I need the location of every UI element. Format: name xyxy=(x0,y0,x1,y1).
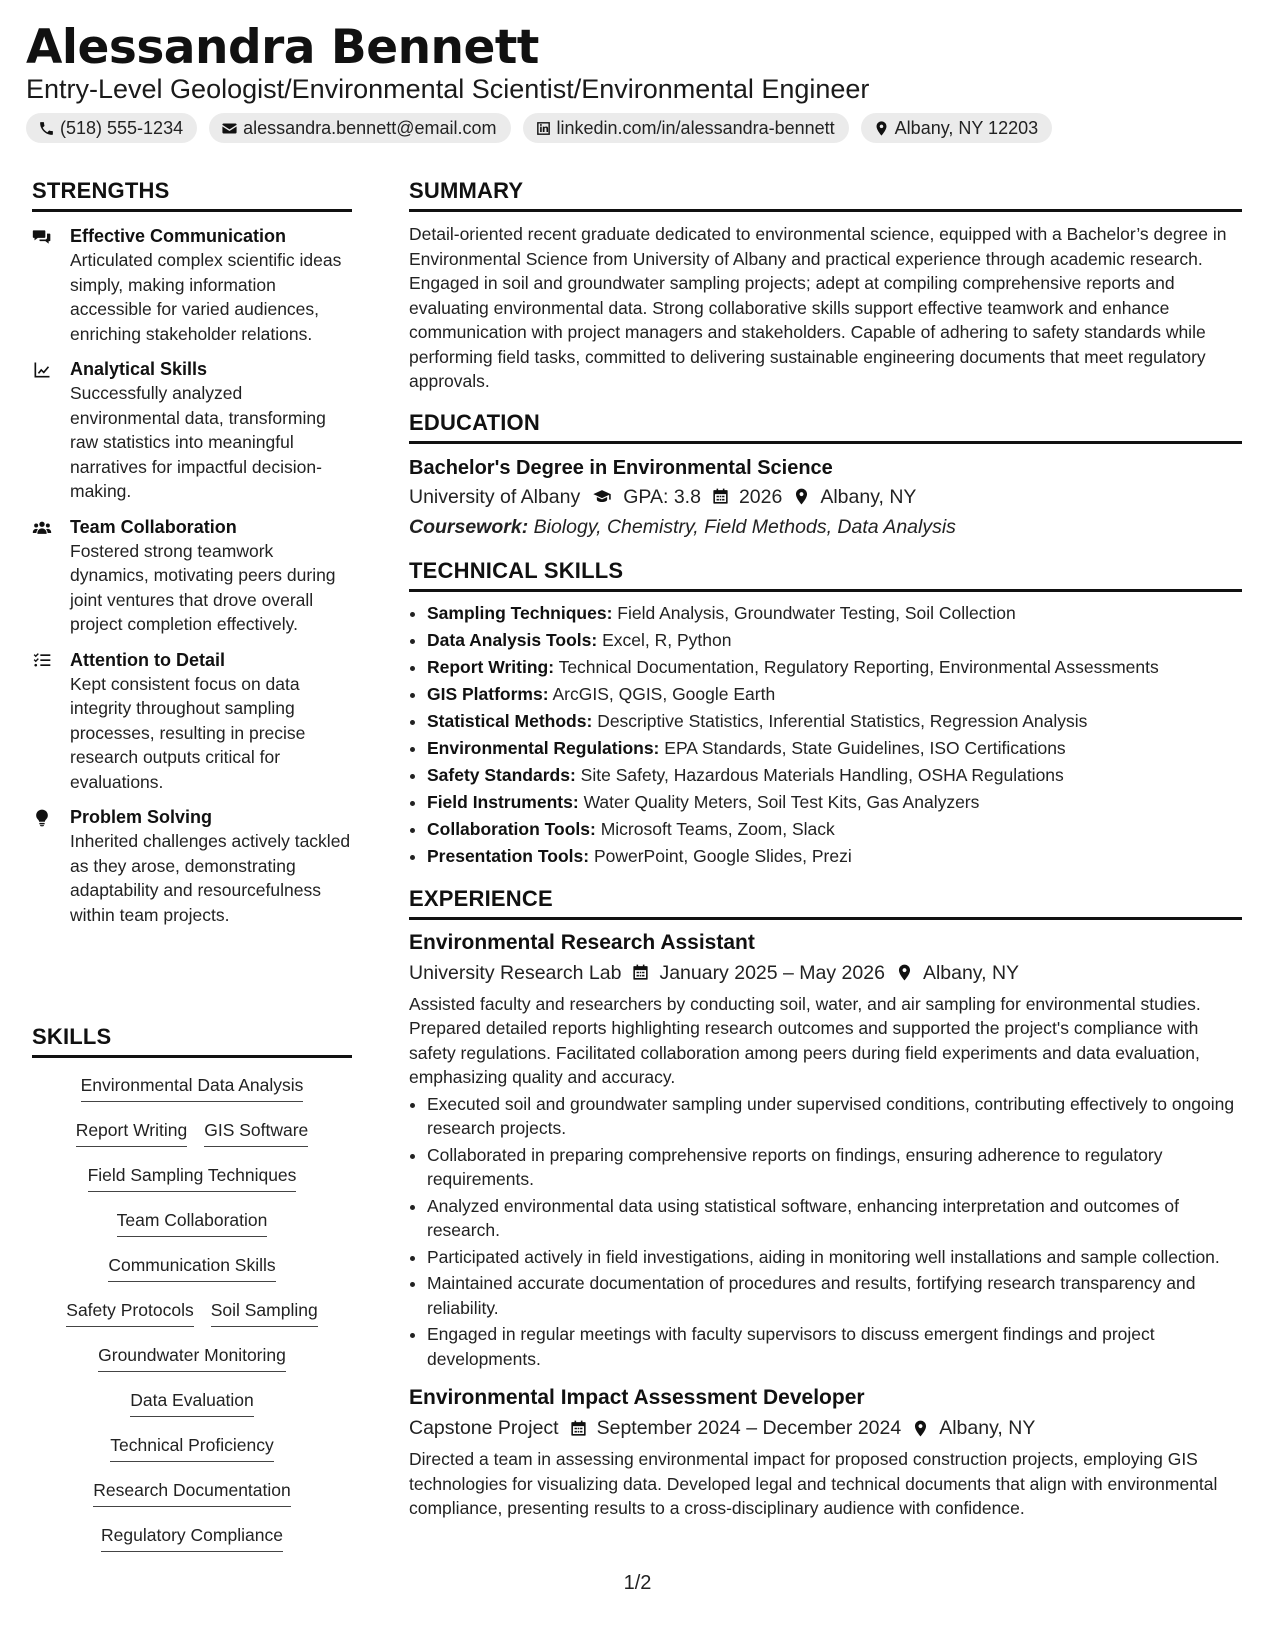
skill-tag: Regulatory Compliance xyxy=(101,1525,283,1552)
strength-item xyxy=(32,648,352,795)
phone-icon xyxy=(38,120,55,137)
tech-skill-value: Technical Documentation, Regulatory Reporting, Environmental Assessments xyxy=(558,656,1159,677)
contact-email[interactable] xyxy=(209,113,510,143)
strengths-heading: STRENGTHS xyxy=(32,178,352,212)
map-pin-icon xyxy=(895,963,914,982)
job-entry xyxy=(409,1383,1242,1521)
contact-linkedin[interactable] xyxy=(523,113,849,143)
left-column xyxy=(32,178,352,938)
contact-linkedin-text: linkedin.com/in/alessandra-bennett xyxy=(556,117,835,138)
strength-description: Successfully analyzed environmental data, transforming raw statistics into meaningful narratives for impactful decision-making. xyxy=(70,383,326,501)
tech-skill-item xyxy=(427,681,1242,708)
skill-tag: Field Sampling Techniques xyxy=(88,1165,297,1192)
skill-tag: Safety Protocols xyxy=(66,1300,193,1327)
map-pin-icon xyxy=(873,120,890,137)
strength-description: Inherited challenges actively tackled as they arose, demonstrating adaptability and resourcefulness within team projects. xyxy=(70,831,351,925)
contact-phone[interactable] xyxy=(26,113,197,143)
strengths-list xyxy=(32,224,352,927)
strength-item xyxy=(32,224,352,346)
candidate-name: Alessandra Bennett xyxy=(26,20,539,75)
skill-tag: Report Writing xyxy=(76,1120,188,1147)
strength-title: Problem Solving xyxy=(70,807,213,827)
skill-tag: GIS Software xyxy=(204,1120,308,1147)
degree-title: Bachelor's Degree in Environmental Science xyxy=(409,456,833,479)
education-location: Albany, NY xyxy=(820,485,917,508)
tech-skill-value: Descriptive Statistics, Inferential Statistics, Regression Analysis xyxy=(597,710,1088,731)
tech-skill-value: Water Quality Meters, Soil Test Kits, Gas Analyzers xyxy=(583,791,980,812)
tech-skill-label: Report Writing: xyxy=(427,656,555,677)
job-bullet: • Analyzed environmental data using statistical software, enhancing interpretation and outcomes of research. xyxy=(427,1194,1242,1243)
tech-skill-item xyxy=(427,816,1242,843)
job-bullet: • Participated actively in field investigations, aiding in monitoring well installations and sample collection. xyxy=(427,1245,1242,1270)
school-name: University of Albany xyxy=(409,485,581,508)
tech-skill-item xyxy=(427,762,1242,789)
gpa-text: GPA: 3.8 xyxy=(623,485,701,508)
graduation-cap-icon xyxy=(590,487,614,506)
strength-item xyxy=(32,805,352,927)
skill-tag: Data Evaluation xyxy=(130,1390,254,1417)
tech-skill-value: Site Safety, Hazardous Materials Handling, OSHA Regulations xyxy=(580,764,1064,785)
coursework-list: Biology, Chemistry, Field Methods, Data Analysis xyxy=(533,515,956,538)
technical-skills-heading: TECHNICAL SKILLS xyxy=(409,558,1242,592)
education-section xyxy=(409,410,1242,542)
tech-skill-label: Presentation Tools: xyxy=(427,845,590,866)
job-bullet: • Executed soil and groundwater sampling under supervised conditions, contributing effectively to ongoing research projects. xyxy=(427,1092,1242,1141)
job-entry xyxy=(409,928,1242,1372)
contact-phone-text: (518) 555-1234 xyxy=(60,117,184,138)
strength-description: Fostered strong teamwork dynamics, motivating peers during joint ventures that drove overall project completion effectively. xyxy=(70,540,336,634)
strength-item xyxy=(32,357,352,504)
map-pin-icon xyxy=(911,1419,930,1438)
tech-skill-item xyxy=(427,843,1242,870)
strength-title: Effective Communication xyxy=(70,226,287,246)
education-heading: EDUCATION xyxy=(409,410,1242,444)
job-meta xyxy=(409,1413,1242,1443)
technical-skills-list xyxy=(409,600,1242,870)
tech-skill-value: ArcGIS, QGIS, Google Earth xyxy=(552,683,776,704)
strength-title: Team Collaboration xyxy=(70,516,237,537)
job-title: Environmental Research Assistant xyxy=(409,930,755,954)
comments-icon xyxy=(32,227,52,247)
tech-skill-item xyxy=(427,708,1242,735)
coursework-label: Coursework: xyxy=(409,515,529,538)
calendar-icon xyxy=(631,963,650,982)
contact-email-text: alessandra.bennett@email.com xyxy=(243,117,497,138)
skill-tag: Soil Sampling xyxy=(211,1300,318,1327)
experience-section xyxy=(409,886,1242,1521)
skill-tag: Environmental Data Analysis xyxy=(81,1075,304,1102)
graduation-year: 2026 xyxy=(738,485,783,508)
tech-skill-item xyxy=(427,600,1242,627)
job-dates: September 2024 – December 2024 xyxy=(596,1417,902,1439)
tech-skill-item xyxy=(427,735,1242,762)
summary-text: Detail-oriented recent graduate dedicated to environmental science, equipped with a Bachelor’s degree in Environmental Science from University of Albany and practical experience through academic research. Engaged in soil and groundwater sampling projects; adept at compiling comprehensive reports and evaluating environmental data. Strong collaborative skills support effective teamwork and enhance communication with project managers and stakeholders. Capable of adhering to safety standards while performing field tasks, committed to delivering sustainable engineering documents that meet regulatory approvals. xyxy=(409,224,1227,391)
contact-bar xyxy=(26,113,1052,143)
tech-skill-item xyxy=(427,654,1242,681)
map-pin-icon xyxy=(792,487,811,506)
tech-skill-item xyxy=(427,789,1242,816)
lightbulb-icon xyxy=(32,808,52,828)
chart-line-icon xyxy=(32,360,52,380)
skill-tag: Communication Skills xyxy=(108,1255,275,1282)
contact-location-text: Albany, NY 12203 xyxy=(894,117,1039,138)
strength-title: Analytical Skills xyxy=(70,359,208,379)
tech-skill-value: PowerPoint, Google Slides, Prezi xyxy=(593,845,852,866)
tech-skill-value: Excel, R, Python xyxy=(602,629,732,650)
job-org: Capstone Project xyxy=(409,1417,559,1439)
tech-skill-label: Statistical Methods: xyxy=(427,710,593,731)
strength-description: Kept consistent focus on data integrity throughout sampling processes, resulting in precise research outputs critical for evaluations. xyxy=(70,673,306,792)
skill-tag: Research Documentation xyxy=(93,1480,290,1507)
tech-skill-label: Safety Standards: xyxy=(427,764,576,785)
summary-heading: SUMMARY xyxy=(409,178,1242,212)
education-meta xyxy=(409,482,1242,512)
tech-skill-label: Environmental Regulations: xyxy=(427,737,660,758)
users-icon xyxy=(32,518,52,538)
strength-title: Attention to Detail xyxy=(70,649,225,670)
tech-skill-label: Sampling Techniques: xyxy=(427,602,613,623)
right-column xyxy=(409,178,1242,1521)
tech-skill-item xyxy=(427,627,1242,654)
strength-item xyxy=(32,515,352,637)
skills-section xyxy=(32,1024,352,1561)
tech-skill-label: Field Instruments: xyxy=(427,791,579,812)
coursework-line xyxy=(409,512,1242,542)
page-number: 1/2 xyxy=(623,1572,652,1594)
candidate-headline: Entry-Level Geologist/Environmental Scientist/Environmental Engineer xyxy=(26,74,870,104)
job-bullet: • Maintained accurate documentation of procedures and results, fortifying research transparency and reliability. xyxy=(427,1271,1242,1320)
strength-description: Articulated complex scientific ideas simply, making information accessible for varied audiences, enriching stakeholder relations. xyxy=(70,250,342,344)
tech-skill-label: Data Analysis Tools: xyxy=(427,629,598,650)
tech-skill-value: EPA Standards, State Guidelines, ISO Certifications xyxy=(664,737,1066,758)
job-bullets xyxy=(409,1092,1242,1372)
skill-tag: Groundwater Monitoring xyxy=(98,1345,286,1372)
calendar-icon xyxy=(711,487,730,506)
job-location: Albany, NY xyxy=(939,1417,1036,1439)
job-description: Directed a team in assessing environmental impact for proposed construction projects, employing GIS technologies for visualizing data. Developed legal and technical documents that align with environmental compliance, presenting results to a cross-disciplinary audience with confidence. xyxy=(409,1449,1218,1518)
tech-skill-value: Field Analysis, Groundwater Testing, Soil Collection xyxy=(617,602,1016,623)
job-description: Assisted faculty and researchers by conducting soil, water, and air sampling for environmental studies. Prepared detailed reports highlighting research outcomes and supported the project's compliance with safety regulations. Facilitated collaboration among peers during field experiments and data evaluation, emphasizing quality and accuracy. xyxy=(409,993,1201,1087)
skill-tag: Technical Proficiency xyxy=(110,1435,273,1462)
contact-location xyxy=(861,113,1052,143)
job-bullet: • Collaborated in preparing comprehensive reports on findings, ensuring adherence to regulatory requirements. xyxy=(427,1143,1242,1192)
linkedin-icon xyxy=(535,120,552,137)
list-check-icon xyxy=(32,651,52,671)
technical-skills-section xyxy=(409,558,1242,870)
tech-skill-value: Microsoft Teams, Zoom, Slack xyxy=(600,818,835,839)
skill-tag: Team Collaboration xyxy=(117,1210,268,1237)
job-org: University Research Lab xyxy=(409,961,622,984)
job-dates: January 2025 – May 2026 xyxy=(659,961,885,984)
job-location: Albany, NY xyxy=(922,961,1020,984)
skills-heading: SKILLS xyxy=(32,1024,352,1058)
job-meta xyxy=(409,958,1242,988)
job-title: Environmental Impact Assessment Developer xyxy=(409,1386,865,1409)
experience-heading: EXPERIENCE xyxy=(409,886,1242,920)
envelope-icon xyxy=(221,120,238,137)
skills-list xyxy=(32,1066,352,1561)
tech-skill-label: Collaboration Tools: xyxy=(427,818,596,839)
tech-skill-label: GIS Platforms: xyxy=(427,683,549,704)
calendar-icon xyxy=(569,1419,588,1438)
job-bullet: • Engaged in regular meetings with faculty supervisors to discuss emergent findings and project developments. xyxy=(427,1322,1242,1371)
